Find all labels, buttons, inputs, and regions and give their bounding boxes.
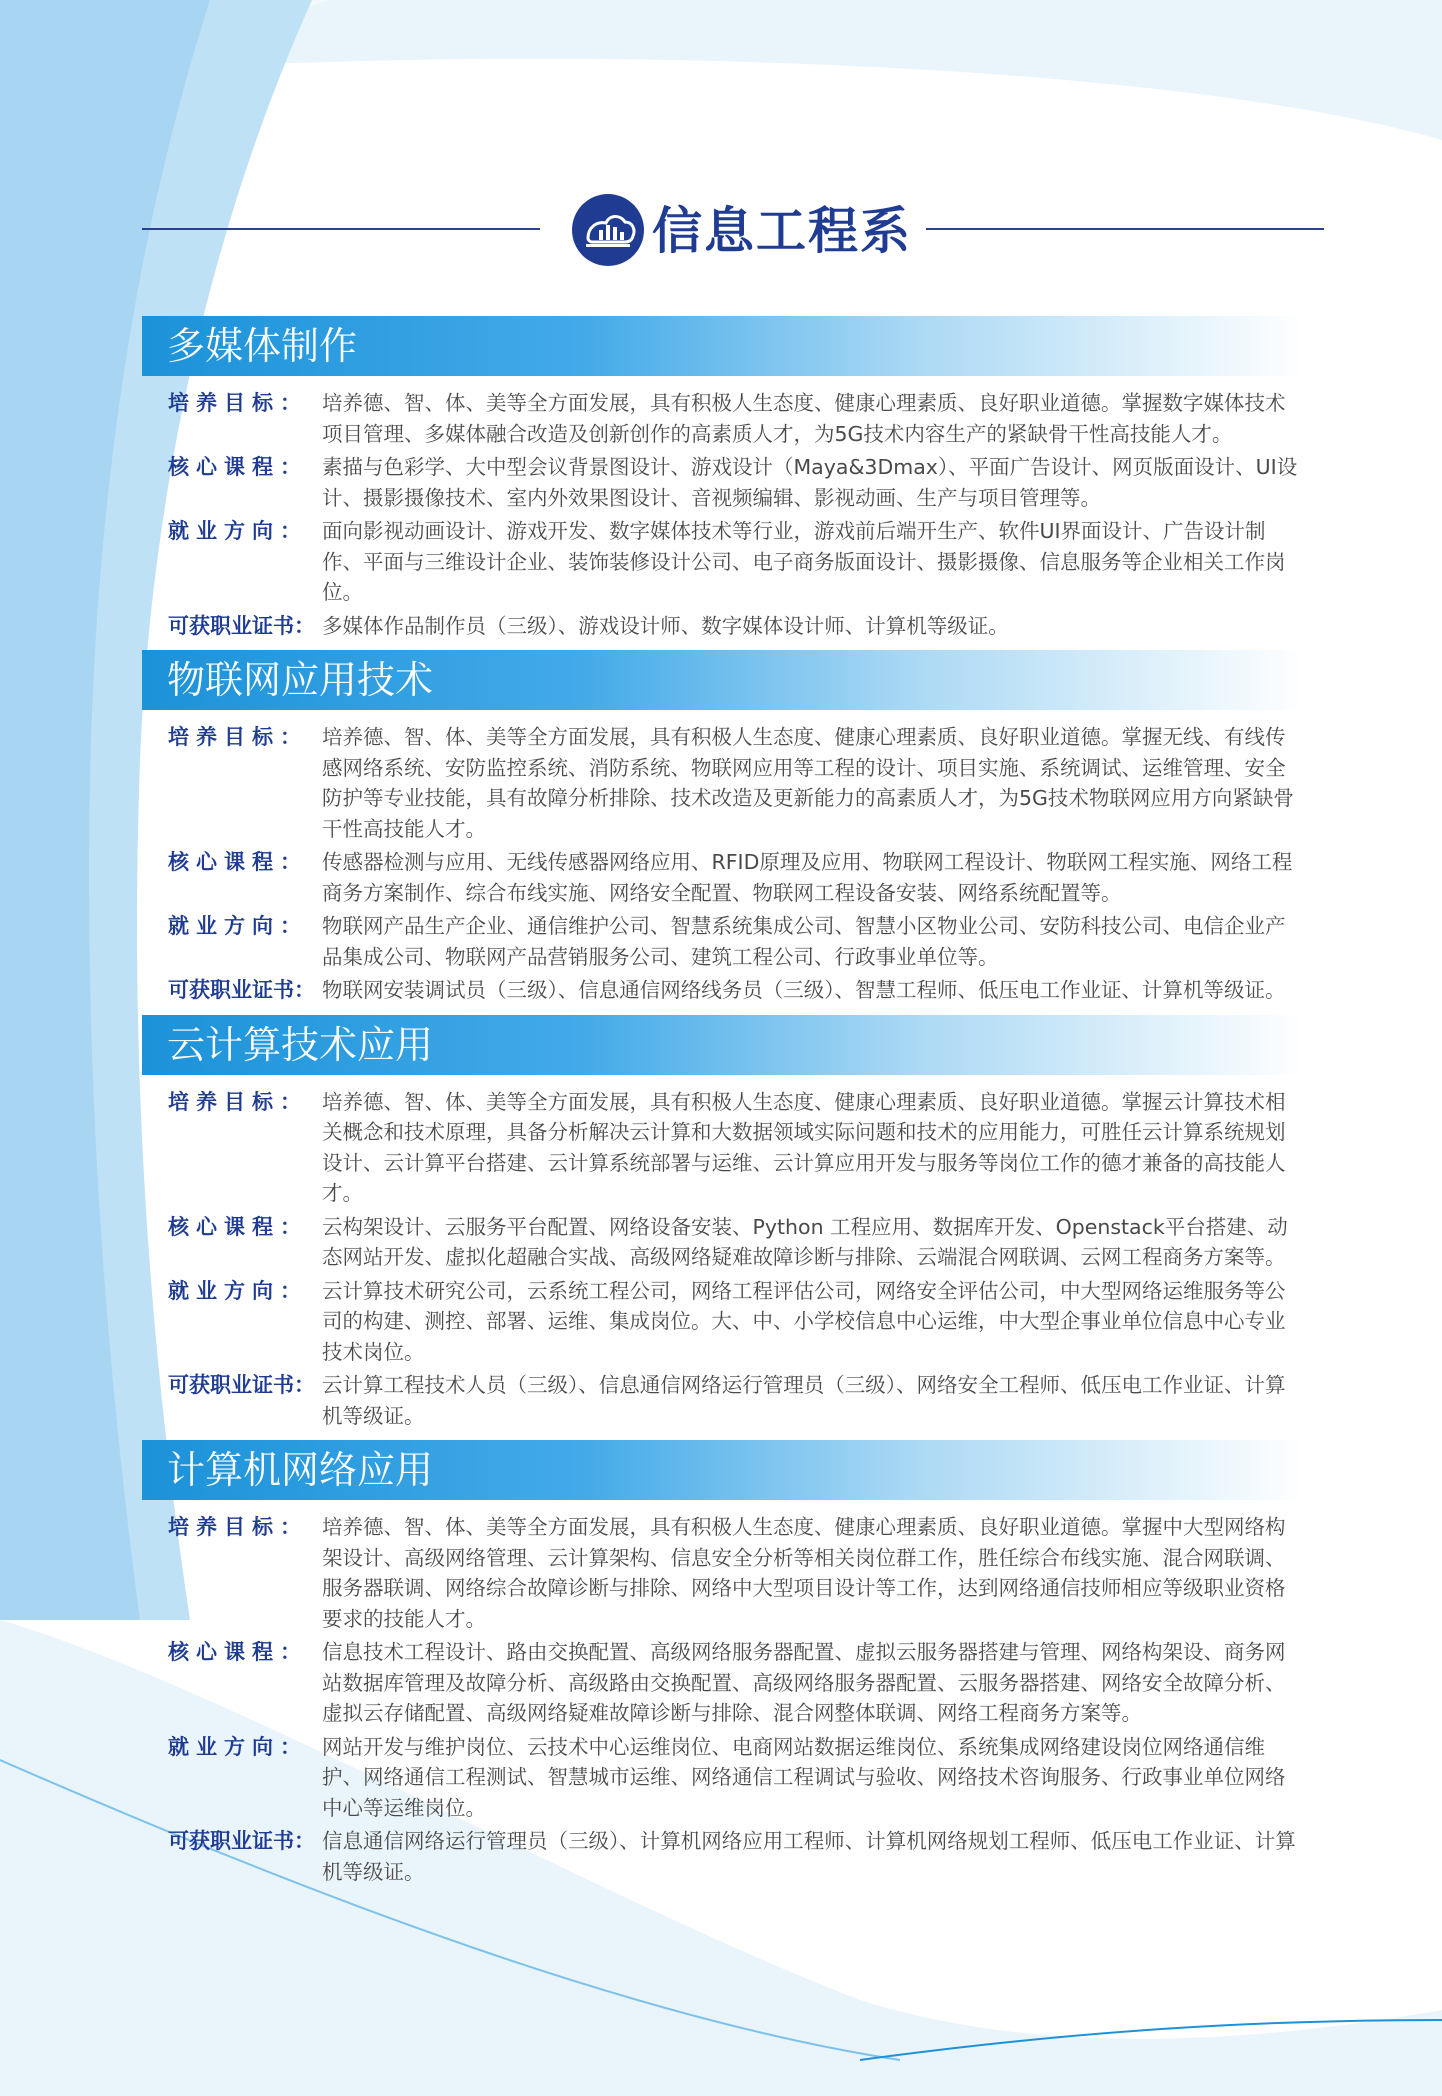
- section-header-bar: [142, 1440, 1304, 1500]
- row-label: [142, 611, 322, 641]
- row-label-text: 可获职业证书: [168, 1829, 294, 1853]
- row-text: 云计算技术研究公司，云系统工程公司，网络工程评估公司，网络安全评估公司，中大型网络运维服务等公司的构建、测控、部署、运维、集成岗位。大、中、小学校信息中心运维，中大型企事业单位信息中心专业技术岗位。: [322, 1278, 1286, 1364]
- row-label-text: 核心课程: [168, 1214, 280, 1239]
- row-label-text: 培养目标: [168, 391, 280, 415]
- info-row: [142, 1276, 1304, 1368]
- row-label: [142, 1276, 322, 1306]
- section-header-bar: [142, 650, 1304, 710]
- row-text: 培养德、智、体、美等全方面发展，具有积极人生态度、健康心理素质、良好职业道德。掌握云计算技术相关概念和技术原理，具备分析解决云计算和大数据领域实际问题和技术的应用能力，可胜任云计算系统规划设计、云计算平台搭建、云计算系统部署与运维、云计算应用开发与服务等岗位工作的德才兼备的高技能人才。: [322, 1089, 1286, 1205]
- section-title: 云计算技术应用: [167, 1022, 434, 1067]
- row-label-text: 可获职业证书: [168, 1373, 294, 1397]
- row-label: [142, 722, 322, 752]
- section-rows: [142, 710, 1304, 1015]
- page-header: [142, 186, 1324, 272]
- program-section: [142, 1015, 1304, 1441]
- row-label-text: 核心课程: [168, 1640, 280, 1664]
- section-title: 物联网应用技术: [167, 658, 434, 702]
- row-label-colon: ：: [280, 850, 301, 874]
- department-logo: [572, 194, 644, 266]
- info-row: [142, 1732, 1304, 1824]
- row-label-colon: ：: [280, 1278, 301, 1303]
- section-rows: [142, 376, 1304, 650]
- row-text: 物联网产品生产企业、通信维护公司、智慧系统集成公司、智慧小区物业公司、安防科技公司、电信企业产品集成公司、物联网产品营销服务公司、建筑工程公司、行政事业单位等。: [322, 914, 1286, 969]
- row-label-colon: ：: [294, 978, 315, 1002]
- program-section: [142, 316, 1304, 650]
- row-label-text: 就业方向: [168, 1734, 280, 1759]
- row-label-text: 培养目标: [168, 1515, 280, 1539]
- header-divider-left: [142, 228, 540, 230]
- row-text: 多媒体作品制作员（三级）、游戏设计师、数字媒体设计师、计算机等级证。: [322, 613, 1009, 638]
- header-divider-right: [926, 228, 1324, 230]
- info-row: [142, 516, 1304, 608]
- row-label-colon: ：: [280, 1734, 301, 1759]
- row-label-colon: ：: [280, 455, 301, 479]
- row-label-text: 可获职业证书: [168, 978, 294, 1002]
- section-header-bar: [142, 316, 1304, 376]
- row-text: 培养德、智、体、美等全方面发展，具有积极人生态度、健康心理素质、良好职业道德。掌握中大型网络构架设计、高级网络管理、云计算架构、信息安全分析等相关岗位群工作，胜任综合布线实施、混合网联调、服务器联调、网络综合故障诊断与排除、网络中大型项目设计等工作，达到网络通信技师相应等级职业资格要求的技能人才。: [322, 1515, 1286, 1631]
- row-label: [142, 911, 322, 941]
- row-label-text: 培养目标: [168, 725, 280, 749]
- page-title: 信息工程系: [652, 202, 912, 260]
- row-label: [142, 1732, 322, 1762]
- row-label: [142, 1512, 322, 1542]
- row-label: [142, 1087, 322, 1117]
- row-text: 信息通信网络运行管理员（三级）、计算机网络应用工程师、计算机网络规划工程师、低压电工作业证、计算机等级证。: [322, 1829, 1296, 1884]
- info-row: [142, 975, 1304, 1006]
- info-row: [142, 611, 1304, 642]
- info-row: [142, 1212, 1304, 1273]
- info-row: [142, 1637, 1304, 1729]
- row-text: 面向影视动画设计、游戏开发、数字媒体技术等行业，游戏前后端开生产、软件UI界面设计、广告设计制作、平面与三维设计企业、装饰装修设计公司、电子商务版面设计、摄影摄像、信息服务等企业相关工作岗位。: [322, 519, 1286, 604]
- row-label: [142, 847, 322, 877]
- row-text: 培养德、智、体、美等全方面发展，具有积极人生态度、健康心理素质、良好职业道德。掌握无线、有线传感网络系统、安防监控系统、消防系统、物联网应用等工程的设计、项目实施、系统调试、运维管理、安全防护等专业技能，具有故障分析排除、技术改造及更新能力的高素质人才，为5G技术物联网应用方向紧缺骨干性高技能人才。: [322, 725, 1294, 841]
- row-label-colon: ：: [280, 914, 301, 938]
- row-label-text: 培养目标: [168, 1089, 280, 1114]
- info-row: [142, 388, 1304, 449]
- info-row: [142, 1370, 1304, 1431]
- info-row: [142, 1087, 1304, 1209]
- program-section: [142, 650, 1304, 1015]
- row-text: 传感器检测与应用、无线传感器网络应用、RFID原理及应用、物联网工程设计、物联网工程实施、网络工程商务方案制作、综合布线实施、网络安全配置、物联网工程设备安装、网络系统配置等。: [322, 850, 1293, 905]
- row-label: [142, 516, 322, 546]
- row-label: [142, 452, 322, 482]
- section-header-bar: [142, 1015, 1304, 1075]
- row-label: [142, 1637, 322, 1667]
- info-row: [142, 1512, 1304, 1634]
- row-label-colon: ：: [294, 1829, 315, 1853]
- row-label-text: 可获职业证书: [168, 613, 294, 638]
- bar-chart-icon: [572, 194, 644, 266]
- section-rows: [142, 1075, 1304, 1441]
- info-row: [142, 1826, 1304, 1887]
- section-title: 多媒体制作: [167, 324, 358, 368]
- row-text: 云计算工程技术人员（三级）、信息通信网络运行管理员（三级）、网络安全工程师、低压电工作业证、计算机等级证。: [322, 1373, 1286, 1428]
- row-label: [142, 1370, 322, 1400]
- row-label-text: 就业方向: [168, 1278, 280, 1303]
- info-row: [142, 911, 1304, 972]
- info-row: [142, 452, 1304, 513]
- row-label: [142, 1826, 322, 1856]
- row-text: 信息技术工程设计、路由交换配置、高级网络服务器配置、虚拟云服务器搭建与管理、网络构架设、商务网站数据库管理及故障分析、高级路由交换配置、高级网络服务器配置、云服务器搭建、网络安全故障分析、虚拟云存储配置、高级网络疑难故障诊断与排除、混合网整体联调、网络工程商务方案等。: [322, 1640, 1286, 1725]
- row-text: 培养德、智、体、美等全方面发展，具有积极人生态度、健康心理素质、良好职业道德。掌握数字媒体技术项目管理、多媒体融合改造及创新创作的高素质人才，为5G技术内容生产的紧缺骨干性高技能人才。: [322, 391, 1286, 446]
- info-row: [142, 847, 1304, 908]
- row-label: [142, 388, 322, 418]
- row-label-text: 核心课程: [168, 850, 280, 874]
- row-label-colon: ：: [294, 1373, 315, 1397]
- row-label-colon: ：: [280, 1515, 301, 1539]
- info-row: [142, 722, 1304, 844]
- row-label-colon: ：: [280, 391, 301, 415]
- row-label-colon: ：: [280, 1640, 301, 1664]
- row-label: [142, 1212, 322, 1242]
- section-title: 计算机网络应用: [167, 1448, 434, 1492]
- row-label-colon: ：: [280, 519, 301, 543]
- row-label-colon: ：: [280, 1214, 301, 1239]
- program-section: [142, 1440, 1304, 1896]
- row-label-text: 就业方向: [168, 519, 280, 543]
- row-label-text: 就业方向: [168, 914, 280, 938]
- row-text: 云构架设计、云服务平台配置、网络设备安装、Python 工程应用、数据库开发、Openstack平台搭建、动态网站开发、虚拟化超融合实战、高级网络疑难故障诊断与排除、云端混合网联调、云网工程商务方案等。: [322, 1214, 1288, 1269]
- program-list: [142, 316, 1304, 1896]
- row-label-colon: ：: [280, 1089, 301, 1114]
- row-text: 网站开发与维护岗位、云技术中心运维岗位、电商网站数据运维岗位、系统集成网络建设岗位网络通信维护、网络通信工程测试、智慧城市运维、网络通信工程调试与验收、网络技术咨询服务、行政事业单位网络中心等运维岗位。: [322, 1734, 1286, 1820]
- row-label-text: 核心课程: [168, 455, 280, 479]
- row-label-colon: ：: [294, 613, 315, 638]
- row-label-colon: ：: [280, 725, 301, 749]
- row-text: 素描与色彩学、大中型会议背景图设计、游戏设计（Maya&3Dmax）、平面广告设计、网页版面设计、UI设计、摄影摄像技术、室内外效果图设计、音视频编辑、影视动画、生产与项目管理等。: [322, 455, 1298, 510]
- section-rows: [142, 1500, 1304, 1896]
- row-label: [142, 975, 322, 1005]
- row-text: 物联网安装调试员（三级）、信息通信网络线务员（三级）、智慧工程师、低压电工作业证、计算机等级证。: [322, 978, 1286, 1002]
